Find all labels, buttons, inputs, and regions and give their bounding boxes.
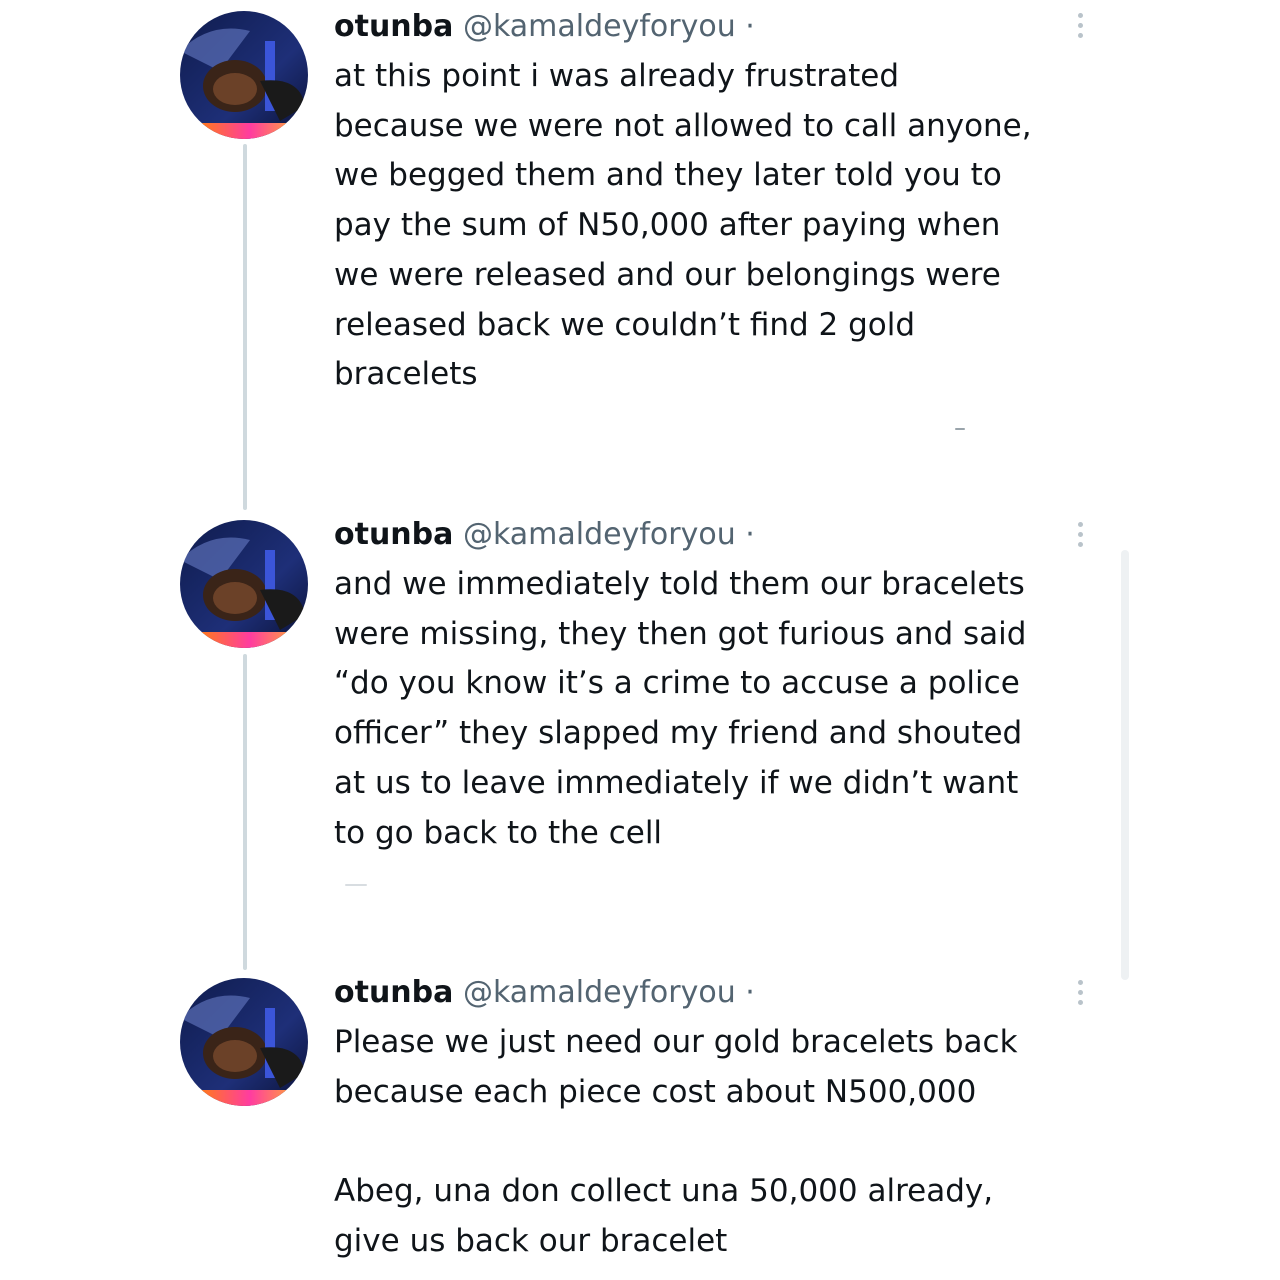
user-handle[interactable]: @kamaldeyforyou [462,9,736,44]
tweet-header [334,971,755,1015]
separator-dot: · [745,975,755,1010]
user-handle[interactable]: @kamaldeyforyou [462,975,736,1010]
avatar[interactable] [180,11,308,139]
avatar-image [180,978,308,1106]
tweet-header [334,5,755,49]
separator-dot: · [745,517,755,552]
avatar[interactable] [180,520,308,648]
tweet-header [334,513,755,557]
display-name[interactable]: otunba [334,9,454,44]
avatar-image [180,11,308,139]
display-name[interactable]: otunba [334,975,454,1010]
thread-connector-line [243,654,247,970]
thread-connector-line [243,144,247,510]
more-options-icon[interactable] [1070,5,1090,45]
user-handle[interactable]: @kamaldeyforyou [462,517,736,552]
avatar-image [180,520,308,648]
more-options-icon[interactable] [1070,972,1090,1012]
display-name[interactable]: otunba [334,517,454,552]
tweet-text: Please we just need our gold bracelets back because each piece cost about N500,000 Abeg, una don collect una 50,000 already, give us back our bracelet [334,1024,1018,1259]
avatar[interactable] [180,978,308,1106]
separator-dot: · [745,9,755,44]
artifact-mark [345,884,367,886]
tweet-text: at this point i was already frustrated because we were not allowed to call anyone, we begged them and they later told you to pay the sum of N50,000 after paying when we were released and our belongings were released back we couldn’t find 2 gold bracelets [334,58,1032,393]
artifact-mark [955,428,965,430]
tweet-text: and we immediately told them our bracelets were missing, they then got furious and said “do you know it’s a crime to accuse a police officer” they slapped my friend and shouted at us to leave immediately if we didn’t want to go back to the cell [334,566,1027,851]
more-options-icon[interactable] [1070,514,1090,554]
